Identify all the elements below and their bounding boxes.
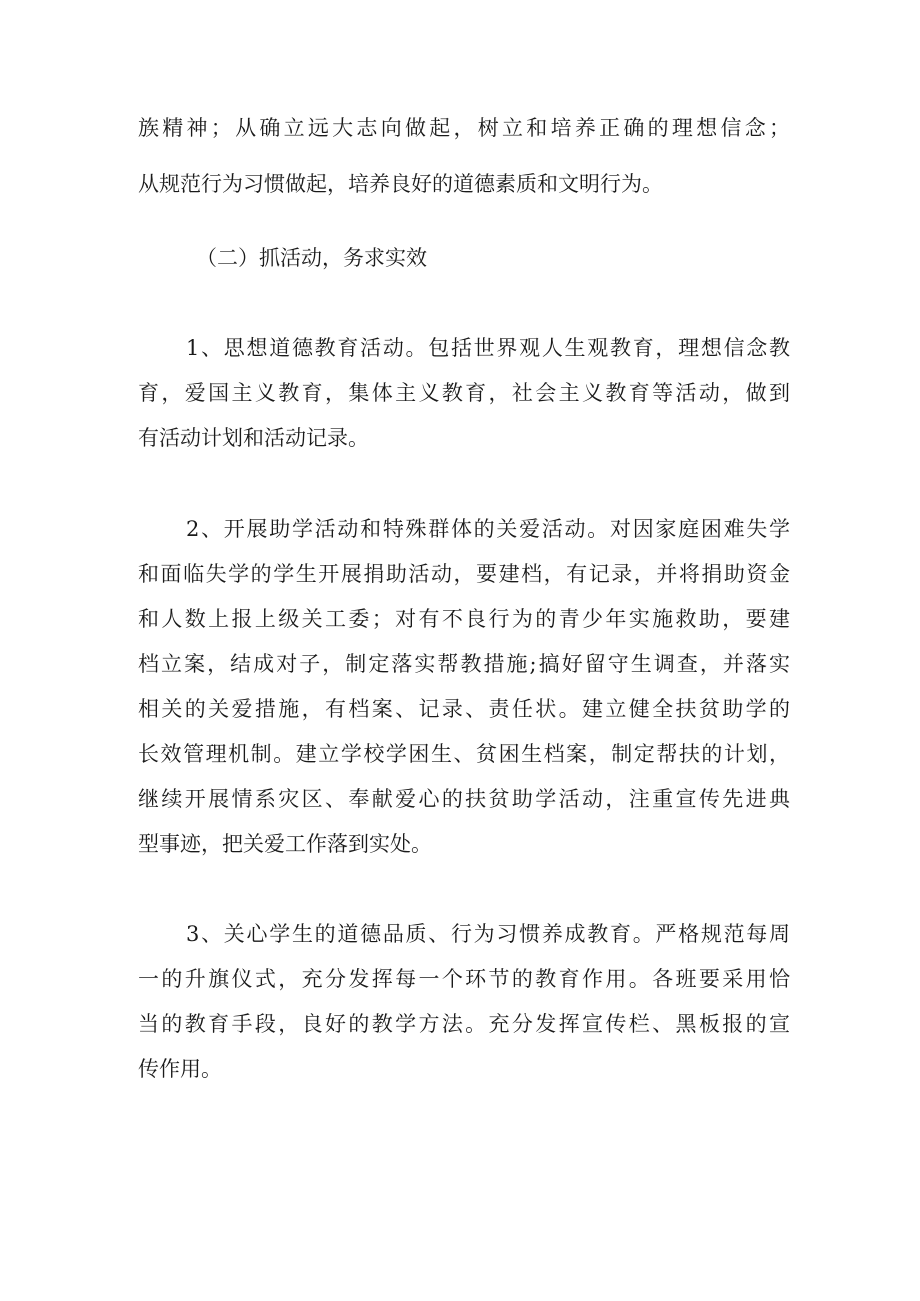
- item1-line-3: 有活动计划和活动记录。: [138, 426, 369, 450]
- item3-line-3: 当的教育手段，良好的教学方法。充分发挥宣传栏、黑板报的宣: [138, 1012, 790, 1036]
- item3-line-4: 传作用。: [138, 1057, 222, 1081]
- item3-line-2: 一的升旗仪式，充分发挥每一个环节的教育作用。各班要采用恰: [138, 967, 790, 991]
- intro-line-2: 从规范行为习惯做起，培养良好的道德素质和文明行为。: [138, 172, 663, 196]
- item2-line-8: 型事迹，把关爱工作落到实处。: [138, 832, 432, 856]
- item2-line-1: 2、开展助学活动和特殊群体的关爱活动。对因家庭困难失学: [186, 517, 790, 541]
- item2-line-4: 档立案，结成对子，制定落实帮教措施;搞好留守生调查，并落实: [138, 652, 790, 676]
- item2-line-3: 和人数上报上级关工委；对有不良行为的青少年实施救助，要建: [138, 607, 790, 631]
- item1-line-2: 育，爱国主义教育，集体主义教育，社会主义教育等活动，做到: [138, 381, 790, 405]
- intro-line-1: 族精神；从确立远大志向做起，树立和培养正确的理想信念；: [138, 116, 790, 140]
- item2-line-5: 相关的关爱措施，有档案、记录、责任状。建立健全扶贫助学的: [138, 697, 790, 721]
- section-heading: （二）抓活动，务求实效: [196, 246, 427, 270]
- item2-line-6: 长效管理机制。建立学校学困生、贫困生档案，制定帮扶的计划，: [138, 742, 790, 766]
- item2-line-7: 继续开展情系灾区、奉献爱心的扶贫助学活动，注重宣传先进典: [138, 787, 790, 811]
- item2-line-2: 和面临失学的学生开展捐助活动，要建档，有记录，并将捐助资金: [138, 562, 790, 586]
- item3-line-1: 3、关心学生的道德品质、行为习惯养成教育。严格规范每周: [186, 922, 790, 946]
- item1-line-1: 1、思想道德教育活动。包括世界观人生观教育，理想信念教: [186, 336, 790, 360]
